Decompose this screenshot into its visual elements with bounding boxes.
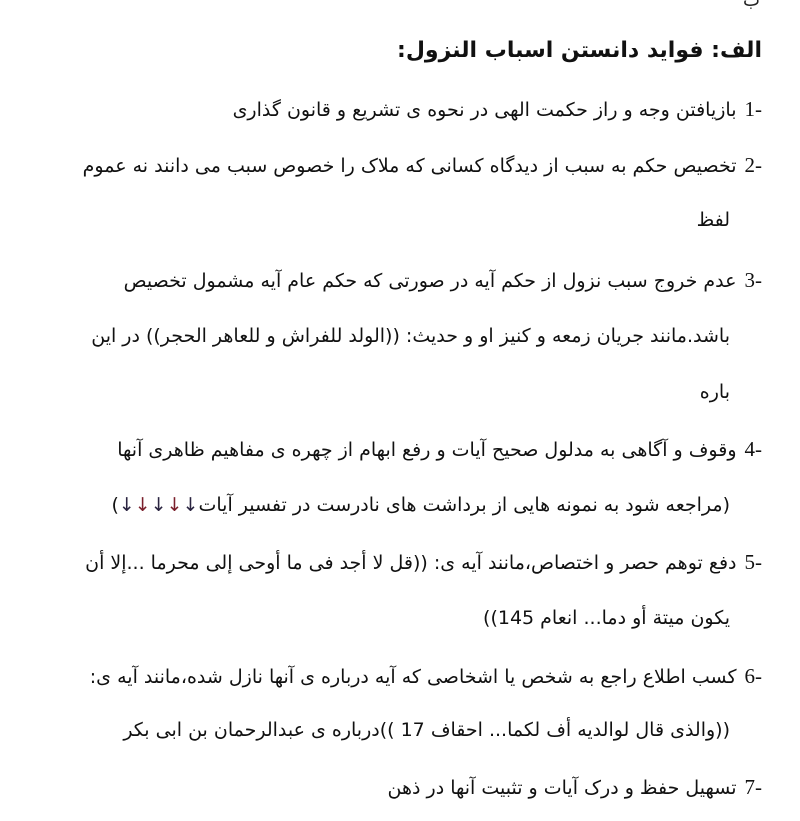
top-cut-text: ب [743, 0, 760, 11]
item-text: تسهیل حفظ و درک آیات و تثبیت آنها در ذهن [387, 777, 737, 799]
list-item-2 [83, 153, 762, 178]
section-heading: الف: فواید دانستن اسباب النزول: [397, 38, 762, 63]
down-arrows-icon: ↓↓↓↓↓ [118, 494, 199, 516]
closing-paren: ) [111, 494, 119, 516]
item-text: (مراجعه شود به نمونه هایی از برداشت های نادرست در تفسیر آیات [198, 494, 730, 516]
list-item-6 [90, 664, 762, 689]
item-number: 6- [744, 664, 762, 688]
item-number: 1- [744, 97, 762, 121]
item-number: 3- [744, 268, 762, 292]
item-number: 7- [744, 775, 762, 799]
list-item-4 [117, 437, 762, 462]
item-number: 5- [744, 550, 762, 574]
item-number: 2- [744, 153, 762, 177]
list-item-5 [85, 550, 762, 575]
list-item-5-continuation: یکون میتة أو دما... انعام 145)) [483, 607, 730, 629]
list-item-7 [388, 775, 762, 800]
item-text: دفع توهم حصر و اختصاص،مانند آیه ی: ((قل لا أجد فی ما أوحی إلی محرما ...إلا أن [85, 552, 737, 574]
item-text: کسب اطلاع راجع به شخص یا اشخاصی که آیه درباره ی آنها نازل شده،مانند آیه ی: [89, 666, 737, 688]
list-item-1 [233, 97, 762, 122]
item-text: تخصیص حکم به سبب از دیدگاه کسانی که ملاک را خصوص سبب می دانند نه عموم [82, 155, 737, 177]
list-item-3-continuation: باشد.مانند جریان زمعه و کنیز او و حدیث: ((الولد للفراش و للعاهر الحجر)) در این [91, 325, 730, 347]
list-item-3-continuation: باره [699, 381, 730, 403]
list-item-4-continuation [111, 493, 730, 517]
list-item-2-continuation: لفظ [696, 209, 730, 231]
item-text: وقوف و آگاهی به مدلول صحیح آیات و رفع ابهام از چهره ی مفاهیم ظاهری آنها [117, 439, 737, 461]
list-item-3 [124, 268, 762, 293]
item-text: بازیافتن وجه و راز حکمت الهی در نحوه ی تشریع و قانون گذاری [232, 99, 737, 121]
list-item-6-continuation: ((والذی قال لوالدیه أف لکما... احقاف 17 ))درباره ی عبدالرحمان بن ابی بکر [123, 719, 730, 741]
item-number: 4- [744, 437, 762, 461]
item-text: عدم خروج سبب نزول از حکم آیه در صورتی که حکم عام آیه مشمول تخصیص [123, 270, 737, 292]
